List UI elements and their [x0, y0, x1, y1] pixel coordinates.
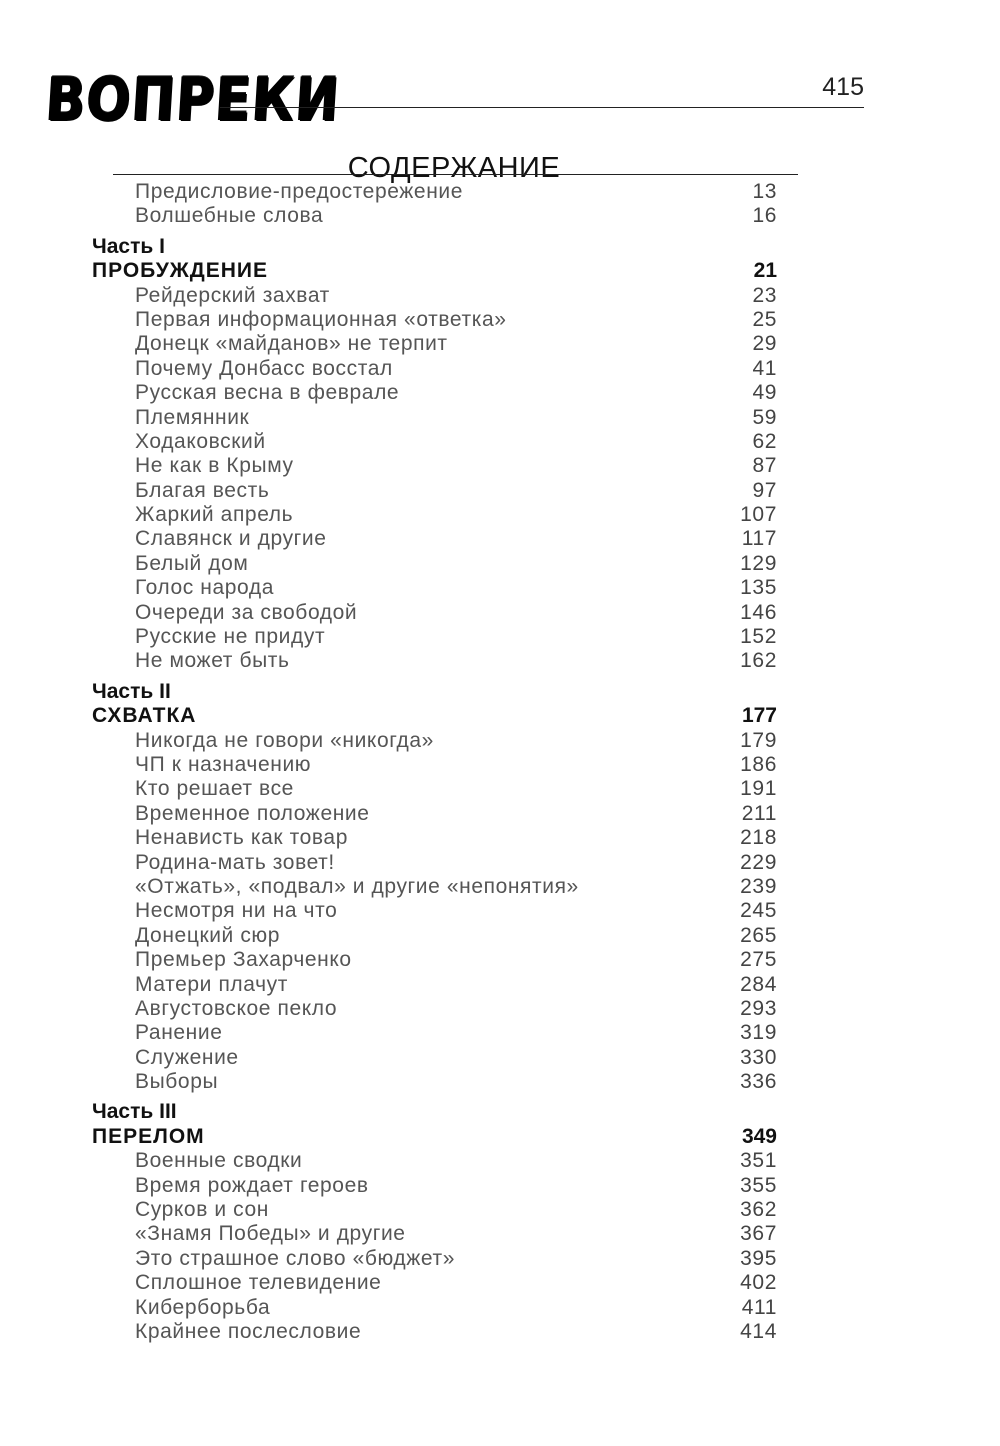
toc-entry-page: 49: [752, 381, 777, 405]
toc-entry-title: Родина-мать зовет!: [135, 850, 335, 874]
toc-entry: [92, 997, 777, 1021]
toc-entry-page: 59: [752, 405, 777, 429]
toc-entry-title: Жаркий апрель: [135, 503, 294, 527]
toc-entry-page: 245: [740, 899, 777, 923]
toc-entry-title: Племянник: [135, 405, 250, 429]
page-number: 415: [822, 73, 864, 101]
toc-entry-title: Не может быть: [135, 649, 290, 673]
part-heading-title: ПРОБУЖДЕНИЕ: [92, 259, 269, 283]
toc-entry: [92, 1174, 777, 1198]
toc-entry: [92, 454, 777, 478]
toc-entry-title: Благая весть: [135, 478, 270, 502]
toc-entry-title: Сплошное телевидение: [135, 1271, 382, 1295]
toc-entry-title: Славянск и другие: [135, 527, 327, 551]
toc-entry-page: 239: [740, 874, 777, 898]
toc-entry-title: Ранение: [135, 1021, 223, 1045]
toc-entry-page: 97: [752, 478, 777, 502]
toc-entry-title: Выборы: [135, 1070, 219, 1094]
title-rule: [113, 174, 798, 175]
toc-entry: [92, 180, 777, 204]
toc-entry-page: 162: [740, 649, 777, 673]
toc-entry: [92, 625, 777, 649]
toc-entry-page: 367: [740, 1222, 777, 1246]
toc-entry: [92, 1149, 777, 1173]
toc-entry-title: Первая информационная «ответка»: [135, 307, 507, 331]
toc-entry: [92, 1247, 777, 1271]
toc-entry-title: Не как в Крыму: [135, 454, 294, 478]
toc-entry-page: 319: [740, 1021, 777, 1045]
toc-entry-title: Это страшное слово «бюджет»: [135, 1246, 455, 1270]
toc-entry-title: Августовское пекло: [135, 996, 338, 1020]
part-label: Часть I: [92, 234, 165, 258]
toc-entry-title: ЧП к назначению: [135, 752, 312, 776]
part-heading-page: 349: [741, 1124, 777, 1148]
toc-entry-page: 23: [752, 283, 777, 307]
toc-entry-page: 355: [740, 1173, 777, 1197]
toc-entry: [92, 777, 777, 801]
toc-entry: [92, 802, 777, 826]
toc-entry-title: Волшебные слова: [135, 204, 324, 228]
toc-entry-page: 135: [740, 576, 777, 600]
toc-entry: [92, 430, 777, 454]
toc-entry: [92, 826, 777, 850]
part-heading-page: 177: [741, 704, 777, 728]
toc-entry: [92, 1271, 777, 1295]
toc-entry: [92, 1198, 777, 1222]
toc-entry-title: Предисловие-предостережение: [135, 180, 464, 203]
toc-entry-page: 402: [740, 1271, 777, 1295]
toc-entry: [92, 1320, 777, 1344]
toc-entry-page: 186: [740, 752, 777, 776]
part-heading-title: ПЕРЕЛОМ: [92, 1124, 205, 1148]
toc-entry-title: Очереди за свободой: [135, 600, 358, 624]
toc-entry-title: Крайнее послесловие: [135, 1319, 362, 1343]
toc-entry-page: 107: [740, 503, 777, 527]
toc-entry-title: Кто решает все: [135, 777, 294, 801]
toc-entry: [92, 1046, 777, 1070]
toc-entry-title: Русские не придут: [135, 625, 326, 649]
toc-entry: [92, 875, 777, 899]
toc-entry-page: 275: [740, 948, 777, 972]
toc-entry-title: «Знамя Победы» и другие: [135, 1222, 406, 1246]
toc-entry: [92, 1222, 777, 1246]
toc-entry-page: 129: [740, 551, 777, 575]
toc-entry-title: Русская весна в феврале: [135, 381, 400, 405]
toc-entry-title: Голос народа: [135, 576, 274, 600]
toc-entry-title: Рейдерский захват: [135, 283, 330, 307]
toc-entry: [92, 308, 777, 332]
toc-entry: [92, 284, 777, 308]
toc-entry: [92, 753, 777, 777]
table-of-contents: [92, 180, 777, 1344]
toc-title: СОДЕРЖАНИЕ: [347, 152, 561, 185]
toc-entry-title: Матери плачут: [135, 972, 288, 996]
toc-entry-page: 414: [740, 1319, 777, 1343]
toc-entry-page: 330: [740, 1045, 777, 1069]
toc-entry-title: Военные сводки: [135, 1149, 303, 1173]
toc-entry-title: Почему Донбасс восстал: [135, 356, 393, 380]
toc-entry-page: 351: [740, 1149, 777, 1173]
toc-entry: [92, 649, 777, 673]
toc-entry-page: 395: [740, 1246, 777, 1270]
toc-entry-page: 229: [740, 850, 777, 874]
part-heading: [92, 704, 777, 728]
toc-entry: [92, 332, 777, 356]
toc-entry: [92, 204, 777, 228]
toc-entry-title: Донецкий сюр: [135, 923, 281, 947]
toc-entry-title: Белый дом: [135, 551, 249, 575]
toc-entry-page: 87: [752, 454, 777, 478]
toc-entry: [92, 973, 777, 997]
toc-entry-page: 411: [741, 1295, 777, 1319]
toc-entry: [92, 1070, 777, 1094]
toc-entry: [92, 503, 777, 527]
toc-entry-page: 211: [741, 801, 777, 825]
toc-entry-page: 218: [740, 826, 777, 850]
toc-entry-title: Служение: [135, 1045, 239, 1069]
toc-entry: [92, 406, 777, 430]
toc-entry-title: Премьер Захарченко: [135, 948, 352, 972]
toc-entry: [92, 601, 777, 625]
toc-entry: [92, 576, 777, 600]
toc-entry: [92, 1021, 777, 1045]
toc-entry-title: Киберборьба: [135, 1295, 271, 1319]
toc-entry-title: Несмотря ни на что: [135, 899, 338, 923]
part-label: Часть III: [92, 1100, 177, 1124]
part-heading: [92, 259, 777, 283]
toc-entry-page: 152: [740, 625, 777, 649]
toc-entry-page: 362: [740, 1198, 777, 1222]
toc-entry-page: 265: [740, 923, 777, 947]
toc-entry-page: 62: [752, 429, 777, 453]
toc-entry-title: Никогда не говори «никогда»: [135, 728, 434, 752]
header-rule: [220, 107, 864, 108]
toc-entry-title: Временное положение: [135, 801, 370, 825]
toc-entry-page: 16: [752, 204, 777, 228]
part-heading: [92, 1125, 777, 1149]
toc-entry-page: 179: [740, 728, 777, 752]
book-logo: ВОПРЕКИ: [43, 66, 343, 135]
toc-entry-title: Ненависть как товар: [135, 826, 348, 850]
toc-entry-page: 336: [740, 1070, 777, 1094]
toc-entry-page: 293: [740, 996, 777, 1020]
toc-entry-title: Ходаковский: [135, 429, 266, 453]
toc-entry-page: 13: [752, 180, 777, 203]
toc-entry: [92, 851, 777, 875]
toc-entry: [92, 899, 777, 923]
toc-entry: [92, 729, 777, 753]
toc-entry-title: «Отжать», «подвал» и другие «непонятия»: [135, 874, 579, 898]
toc-entry: [92, 381, 777, 405]
toc-entry-page: 25: [752, 307, 777, 331]
toc-entry-page: 146: [740, 600, 777, 624]
toc-entry: [92, 948, 777, 972]
toc-entry: [92, 924, 777, 948]
toc-entry-page: 29: [752, 332, 777, 356]
toc-entry-page: 117: [741, 527, 777, 551]
part-heading-page: 21: [753, 259, 777, 283]
toc-entry-page: 191: [740, 777, 777, 801]
toc-entry: [92, 357, 777, 381]
toc-entry-title: Донецк «майданов» не терпит: [135, 332, 448, 356]
part-label: Часть II: [92, 679, 171, 703]
toc-entry: [92, 527, 777, 551]
toc-entry-page: 284: [740, 972, 777, 996]
toc-entry: [92, 479, 777, 503]
toc-entry: [92, 1296, 777, 1320]
toc-entry-page: 41: [752, 356, 777, 380]
part-heading-title: СХВАТКА: [92, 704, 197, 728]
toc-entry-title: Сурков и сон: [135, 1198, 269, 1222]
toc-entry: [92, 552, 777, 576]
toc-entry-title: Время рождает героев: [135, 1173, 369, 1197]
